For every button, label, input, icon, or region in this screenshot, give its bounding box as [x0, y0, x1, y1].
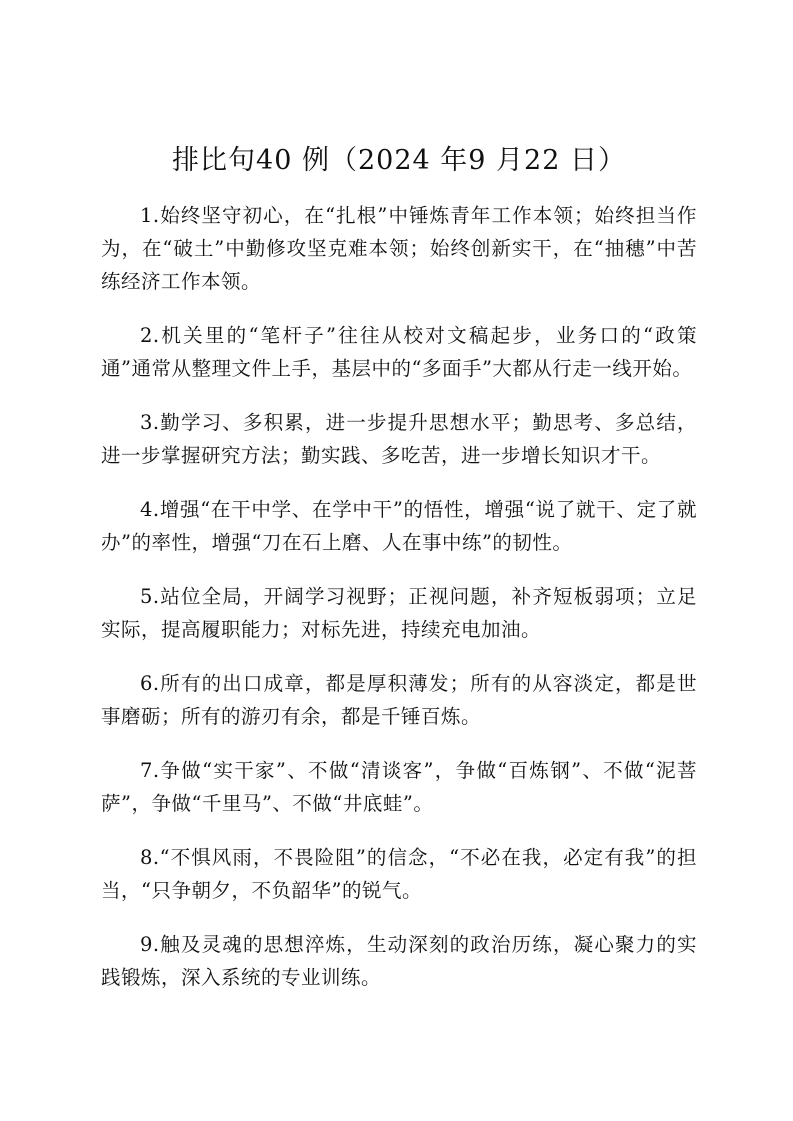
paragraph-1: 1.始终坚守初心，在“扎根”中锤炼青年工作本领；始终担当作为，在“破土”中勤修攻坚克难本领；始终创新实干，在“抽穗”中苦练经济工作本领。 [101, 204, 697, 293]
paragraph-7: 7.争做“实干家”、不做“清谈客”，争做“百炼钢”、不做“泥菩萨”，争做“千里马”、不做“井底蛙”。 [101, 759, 697, 815]
paragraph-4: 4.增强“在干中学、在学中干”的悟性，增强“说了就干、定了就办”的率性，增强“刀在石上磨、人在事中练”的韧性。 [101, 498, 697, 554]
document-title: 排比句40 例（2024 年9 月22 日） [172, 145, 626, 176]
paragraph-6: 6.所有的出口成章，都是厚积薄发；所有的从容淡定，都是世事磨砺；所有的游刃有余，都是千锤百炼。 [101, 672, 697, 728]
paragraph-5: 5.站位全局，开阔学习视野；正视问题，补齐短板弱项；立足实际，提高履职能力；对标先进，持续充电加油。 [101, 585, 697, 641]
paragraph-8: 8.“不惧风雨，不畏险阻”的信念，“不必在我，必定有我”的担当，“只争朝夕，不负韶华”的锐气。 [101, 846, 697, 902]
paragraph-9: 9.触及灵魂的思想淬炼，生动深刻的政治历练，凝心聚力的实践锻炼，深入系统的专业训练。 [101, 933, 697, 989]
paragraph-2: 2.机关里的“笔杆子”往往从校对文稿起步，业务口的“政策通”通常从整理文件上手，基层中的“多面手”大都从行走一线开始。 [101, 324, 697, 380]
paragraph-3: 3.勤学习、多积累，进一步提升思想水平；勤思考、多总结，进一步掌握研究方法；勤实践、多吃苦，进一步增长知识才干。 [101, 411, 697, 467]
